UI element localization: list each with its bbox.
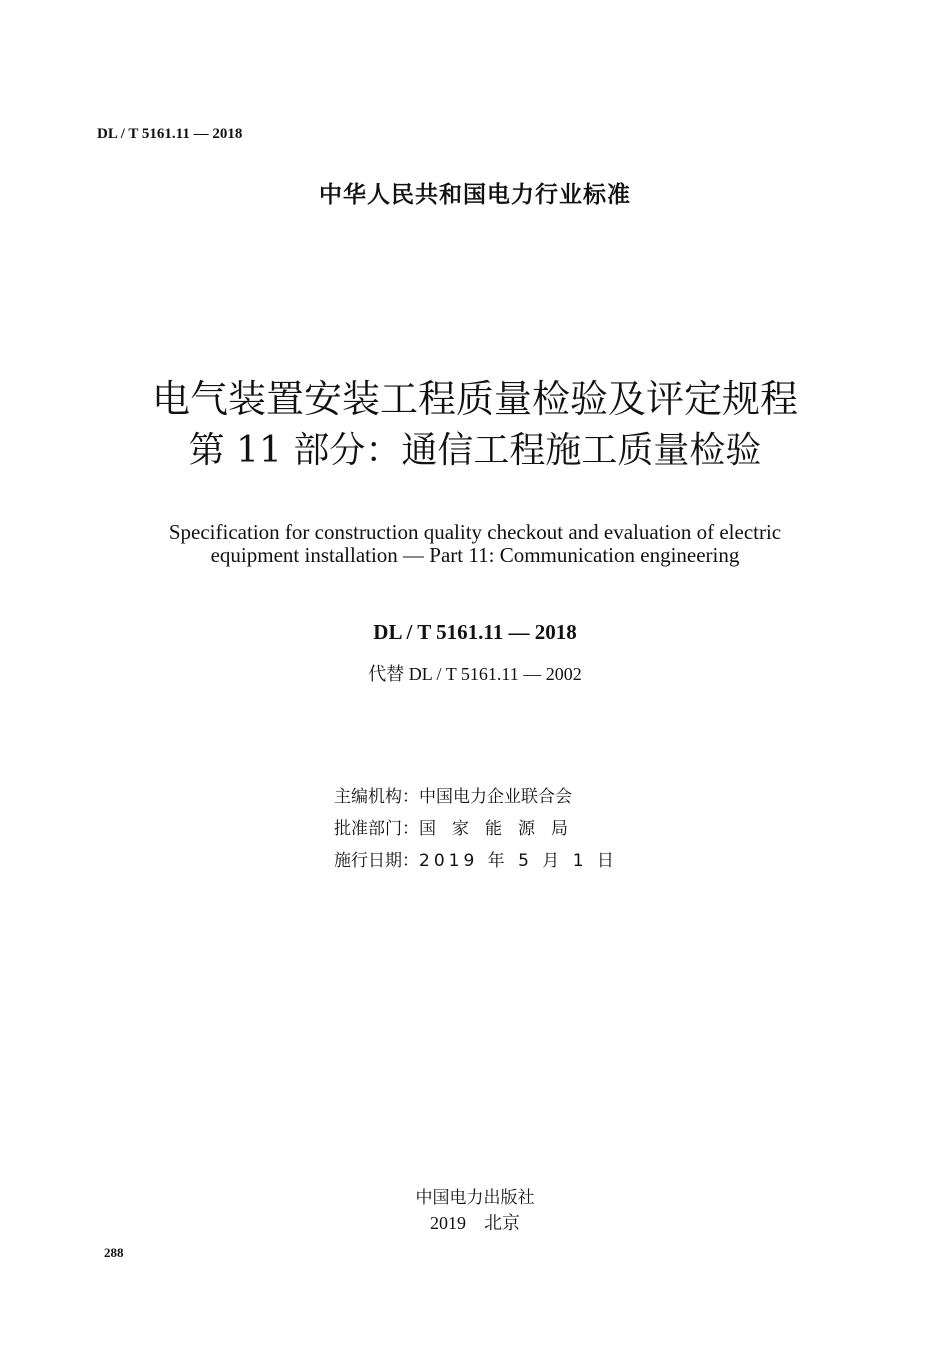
editor-row xyxy=(334,782,572,807)
approver-label: 批准部门： xyxy=(334,819,419,839)
replaced-standard: 代替 DL / T 5161.11 — 2002 xyxy=(368,664,582,684)
editor-label: 主编机构： xyxy=(334,787,419,807)
industry-standard-heading: 中华人民共和国电力行业标准 xyxy=(319,182,631,208)
effective-date-row xyxy=(334,846,618,871)
publisher-name: 中国电力出版社 xyxy=(415,1188,535,1208)
page-number: 288 xyxy=(104,1245,124,1260)
effective-date-label: 施行日期： xyxy=(334,851,419,871)
header-standard-code: DL / T 5161.11 — 2018 xyxy=(97,126,243,142)
title-chinese-line-2: 第 11 部分：通信工程施工质量检验 xyxy=(188,430,762,471)
publication-year-place: 2019 北京 xyxy=(430,1213,520,1233)
standard-code: DL / T 5161.11 — 2018 xyxy=(373,620,577,644)
editor-value: 中国电力企业联合会 xyxy=(419,787,572,807)
approver-row xyxy=(334,814,584,839)
title-chinese-line-1: 电气装置安装工程质量检验及评定规程 xyxy=(151,377,798,421)
title-english-line-1: Specification for construction quality checkout and evaluation of electric xyxy=(168,520,782,544)
title-english-line-2: equipment installation — Part 11: Communication engineering xyxy=(210,543,740,567)
effective-date-value: 2019 年 5 月 1 日 xyxy=(419,851,618,871)
approver-value: 国家能源局 xyxy=(419,819,584,839)
